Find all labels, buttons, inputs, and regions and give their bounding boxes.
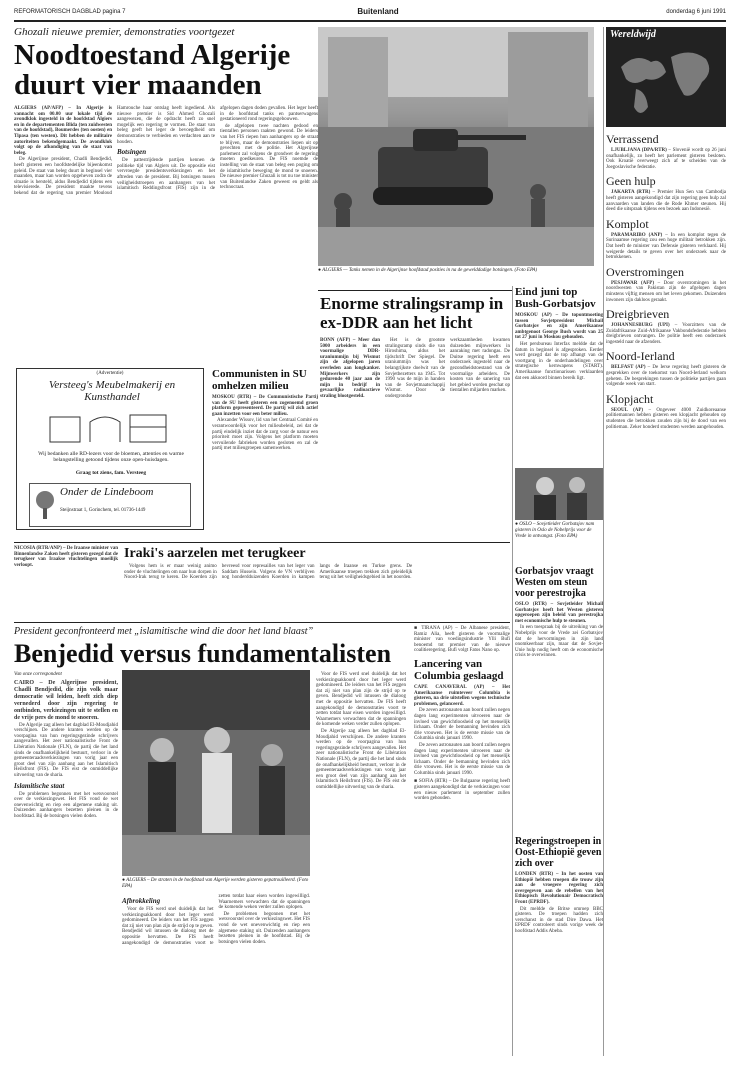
sidebar-item: Noord-Ierland BELFAST (AP) – De Ierse regering heeft gisteren de gesprekken over de toekomst van Noord-Ierland welkom geheten. De besprekingen tussen de politieke partijen gaan volgende week van start. (606, 349, 726, 388)
iraki-headline: Iraki's aarzelen met terugkeer (124, 546, 306, 561)
column-rule (603, 27, 604, 1056)
fund-text-3: Voor de FIS werd snel duidelijk dat het verkiezingsakkoord door het leger werd gedomineerd. De leiders van het FIS zeggen dat zij niet van plan zijn de strijd op te geven. Bendjedid wil intussen de dialoog met de oppositie hervatten. De FIS heeft aangekondigd de demonstraties voort te zetten totdat haar eisen worden ingewilligd. Waarnemers verwachten dat de spanningen de komende weken verder zullen oplopen. (122, 894, 310, 946)
iraki-body (124, 564, 510, 618)
top-article (515, 286, 603, 466)
gorbatsjov-photo (515, 468, 603, 520)
header-left: REFORMATORISCH DAGBLAD pagina 7 (14, 9, 126, 15)
algerie-lead: ALGIERS (AP/AFP) – In Algerije is vannacht om 00.00 uur lokale tijd de avondklok ingesteld in de hoofdstad Algiers en in de departementen Blida (ten zuidwesten van de hoofdstad), Boumerdes (ten oosten) en Tipasa (ten westen). Dit hebben de militaire autoriteiten bekendgemaakt. De avondklok volgt op de afkondiging van de staat van beleg. (14, 106, 112, 156)
sidebar-item-title: Noord-Ierland (606, 349, 675, 364)
sidebar-dateline: LJUBLJANA (DPA/RTR) (611, 148, 667, 153)
sidebar-news (606, 128, 726, 1056)
fund-subhead: Islamitische staat (14, 781, 65, 790)
header-section: Buitenland (357, 7, 399, 16)
ad-tag: (Advertentie) (96, 371, 124, 376)
communisten-text: Alexander Wissov, lid van het Centraal Comité en verantwoordelijk voor het milieubeleid, zei dat de partij eindelijk inziet dat de zorg voor de natuur een prioriteit moet zijn. Volgens het platform moeten vervuilende fabrieken worden gesloten en zal de partij met milieugroepen samenwerken. (212, 418, 318, 452)
sidebar-item-title: Verrassend (606, 132, 659, 146)
fund-text-6: De Algerije zag alleen het dagblad El-Moudjahid verschijnen. De andere kranten werden op de voorpagina van hun regeringsgezinde schrijvers aangevallen. Het zeer nationalistische Front de Libération Nationale (FLN), de partij die het land sinds de onafhankelijkheid bestuurt, verloor in de gemeenteraadsverkiezingen van vorig jaar een groot deel van zijn aanhang aan het Islamitisch Heilsfront (FIS). De FIS eist de onmiddellijke uitvoering van de sharia. (316, 728, 406, 790)
iraki-lead-col (14, 546, 118, 616)
fund-headline: Benjedid versus fundamentalisten (14, 639, 392, 668)
algerie-text-3: de afgelopen twee nachten gedood en tientallen personen raakten gewond. De leiders van het FIS riepen hun aanhangers op de straat te blijven, maar de demonstraties liepen uit op gevechten met de politie. Het Algerijnse parlement zal volgens de grondwet de regering moeten goedkeuren. De FIS noemde de instelling van de staat van beleg een poging om de islamitische beweging de mond te snoeren. De nieuwe premier Ghozali is tot nu toe minister van Buitenlandse Zaken geweest en geldt als technocraat. (220, 123, 318, 191)
communisten-lead: MOSKOU (RTR) – De Communistische Partij van de SU heeft gisteren een zogenoemd groen platform gepresenteerd. De partij wil zich actief gaan inzetten voor een beter milieu. (212, 395, 318, 417)
iraki-rule (14, 542, 510, 543)
sidebar-item: Verrassend LJUBLJANA (DPA/RTR) – Slovenië wordt op 26 juni onafhankelijk, zo heeft het parlement gisteren besloten. Ook Kroatië overweegt zich af te scheiden van de Joegoslavische federatie. (606, 132, 726, 170)
fund-col-3 (316, 672, 406, 1056)
algerie-kicker: Ghozali nieuwe premier, demonstraties voortgezet (14, 26, 235, 38)
top-text: Het persbureau Interfax meldde dat de datum in beginsel is afgesproken. Eerder werd gezegd dat de top afhangt van de voortgang in de onderhandelingen over strategische kernwapens (START). Amerikaanse functionarissen verklaarden dat een akkoord binnen bereik ligt. (515, 341, 603, 381)
sidebar-item-title: Komplot (606, 216, 649, 231)
ethiopie-text: Dit meldde de Britse omroep BBC gisteren. De troepen hadden zich verschanst in de stad Dire Dawa. Het EPRDF controleert sinds vorige week de hoofdstad Addis Abeba. (515, 906, 603, 934)
fund-text-2: De problemen begonnen met het wetsvoorstel over de verkiezingswet. Het FIS vond de wet onevenwichtig en riep een algemene staking uit. Duizenden aanhangers bezetten pleinen in de hoofdstad. Bij de botsingen vielen doden. (14, 791, 118, 819)
tank-photo (318, 27, 594, 266)
sidebar-text: Premier Hun Sen van Cambodja heeft gisteren aangekondigd dat zijn regering geen hulp zal aanvaarden van landen die de Rode Khmer steunen. Hij deed die uitspraak tijdens een bezoek aan Indonesië. (606, 190, 727, 213)
ethiopie-lead: LONDEN (RTR) – In het oosten van Ethiopië hebben troepen die trouw zijn aan de vroegere regering zich overgegeven aan de rebellen van het Ethiopisch Revolutionair Democratisch Front (EPRDF). (515, 872, 603, 905)
sidebar-text: Ongeveer 4000 Zuidkoreaanse politiemannen hebben gisteren een klopjacht gehouden op studenten die betrokken zouden zijn bij de dood van een politieman. Zeker honderd studenten werden aangehouden. (606, 407, 726, 430)
ddr-lead: BONN (AFP) – Meer dan 5000 arbeiders in een voormalige DDR-uraniummijn bij Wismut zijn de afgelopen jaren overleden aan longkanker. Mijnwerkers zijn gedurende 40 jaar aan de mijn in bedrijf in gevaarlijke radioactieve straling blootgesteld. (320, 338, 380, 399)
sidebar-text: In een komplot tegen de Surinaamse regering zou een hoge militair betrokken zijn. Dat heeft de minister van Defensie gisteren verklaard. Hij weigerde details te geven over het onderzoek naar de betrokkenen. (606, 232, 727, 261)
sidebar-item: Komplot PARAMARIBO (ANP) – In een komplot tegen de Surinaamse regering zou een hoge militair betrokken zijn. Dat heeft de minister van Defensie gisteren verklaard. Hij weigerde details te geven over het onderzoek naar de betrokkenen. (606, 216, 727, 261)
columbia-lead: CAPE CANAVERAL (AP) – Het Amerikaanse ruimteveer Columbia is gisteren, na drie uitstellen wegens technische problemen, gelanceerd. (414, 684, 510, 707)
perestrojka-text: In een toespraak bij de uitreiking van de Nobelprijs voor de Vrede zei Gorbatsjov dat de hervormingen in zijn land onomkeerbaar zijn, maar dat de Sovjet-Unie hulp nodig heeft om de economische crisis te overwinnen. (515, 625, 603, 659)
top-headline: Eind juni top Bush-Gorbatsjov (515, 286, 596, 310)
sidebar-text: Door overstromingen in het noordwesten van Pakistan zijn de afgelopen dagen minstens vijftig mensen om het leven gekomen. Duizenden inwoners zijn dakloos geraakt. (606, 280, 727, 303)
furniture-illustration (45, 407, 175, 447)
wereldwijd-title: Wereldwijd (610, 29, 656, 40)
fund-rule (14, 622, 510, 623)
fund-lead: CAIRO – De Algerijnse president, Chadli Bendjedid, die zijn volk maar democratie wil leiden, heeft zich diep vernederd door zijn regering te ontbinden, verkiezingen uit te stellen en de vrije pers de mond te snoeren. (14, 679, 118, 721)
tirana-brief: ■ TIRANA (AP) – De Albanese president, Ramiz Alia, heeft gisteren de voormalige minister van voedingsindustrie Ylli Bufi benoemd tot premier van de nieuwe coalitieregering. Bufi volgt Fatos Nano op. (414, 626, 510, 654)
sidebar-text: Slovenië wordt op 26 juni onafhankelijk, zo heeft het parlement gisteren besloten. Ook Kroatië overweegt zich af te scheiden van de Joegoslavische federatie. (606, 148, 726, 170)
columbia-headline: Lancering van Columbia geslaagd (414, 657, 504, 682)
communisten-headline: Communisten in SU omhelzen milieu (212, 368, 307, 392)
header-rule (14, 20, 726, 22)
communisten-article (212, 368, 318, 540)
column-rule (512, 286, 513, 1056)
fund-byline: Van onze correspondent (14, 672, 62, 677)
algerie-headline: Noodtoestand Algerije duurt vier maanden (14, 39, 291, 101)
sidebar-item-title: Klopjacht (606, 391, 654, 406)
fund-col-1 (14, 672, 118, 1056)
sidebar-dateline: PESJAWAR (AFP) (611, 280, 655, 286)
ad-address: Steijnstraat 1, Gorinchem, tel. 01736-1449 (60, 508, 146, 513)
ad-thanks: Graag tot ziens, fam. Versteeg (75, 470, 147, 476)
sofia-brief: ■ SOFIA (RTR) – De Bulgaarse regering heeft gisteren aangekondigd dat de verkiezingen voor een nieuw parlement in september zullen worden gehouden. (414, 779, 510, 802)
algerie-subhead: Botsingen (117, 148, 147, 157)
iraki-text: Volgens hem is er maar weinig animo onder de vluchtelingen om naar hun dorpen in Noord-Irak terug te keren. De Koerden zijn bevreesd voor represailles van het leger van Saddam Hussein. Volgens de VN verblijven nog honderdduizenden Koerden in kampen langs de Iraanse en Turkse grens. De Amerikaanse troepen trekken zich geleidelijk terug uit het veiligheidsgebied in het noorden. (124, 564, 413, 581)
header-date: donderdag 6 juni 1991 (666, 9, 726, 15)
tank-photo-caption: ● ALGIERS — Tanks nemen in de Algerijnse hoofdstad posities in na de gewelddadige botsingen. (Foto EPA) (318, 268, 538, 273)
iraki-lead: NICOSIA (RTR/ANP) – De Iraanse minister van Binnenlandse Zaken heeft gisteren gezegd dat de terugkeer van Iraakse vluchtelingen moeilijk verloopt. (14, 546, 118, 568)
globe-map-icon (606, 27, 726, 127)
fund-subhead-2: Afbrokkeling (122, 897, 161, 905)
street-photo-caption: ● ALGIERS – De straten in de hoofdstad van Algerije werden gisteren gepatrouilleerd. (Foto EPA) (122, 878, 309, 889)
sidebar-item: Geen hulp JAKARTA (RTR) – Premier Hun Sen van Cambodja heeft gisteren aangekondigd dat zijn regering geen hulp zal aanvaarden van landen die de Rode Khmer steunen. Hij deed die uitspraak tijdens een bezoek aan Indonesië. (606, 174, 727, 213)
sidebar-item-title: Overstromingen (606, 264, 684, 279)
sidebar-dateline: SEOUL (AP) (611, 407, 644, 413)
street-photo-illustration (122, 670, 310, 876)
perestrojka-lead: OSLO (RTR) – Sovjetleider Michail Gorbatsjov heeft het Westen gisteren opgeroepen zijn beleid van perestrojka met economische hulp te steunen. (515, 602, 603, 624)
fund-text-4: De problemen begonnen met het wetsvoorstel over de verkiezingswet. Het FIS vond de wet onevenwichtig en riep een algemene staking uit. Duizenden aanhangers bezetten pleinen in de hoofdstad. Bij de botsingen vielen doden. (218, 911, 310, 945)
ad-text: Wij bedanken alle RD-lezers voor de bloemen, attenties en warme belangstelling getoond tijdens onze open-huisdagen. (38, 451, 184, 464)
ddr-headline: Enorme stralingsramp in ex-DDR aan het licht (320, 294, 504, 332)
ddr-text: Het is de grootste stralingsramp sinds die van Hiroshima, aldus het tijdschrift Der Spiegel. De uraniummijn was het belangrijkste doelwit van de Sovjetbezetters na 1945. Tot 1990 was de mijn in handen van de Sovjetmaatschappij Wismut. Door de ondergrondse werkzaamheden kwamen duizenden mijnwerkers in aanraking met radongas. De Duitse regering heeft een onderzoek ingesteld naar de gezondheidstoestand van de voormalige arbeiders. De kosten van de sanering van het gebied worden geschat op tientallen miljarden marken. (385, 338, 510, 399)
tank-photo-illustration (318, 27, 594, 266)
fund-col-2 (122, 894, 310, 1056)
algerie-body (14, 106, 318, 364)
sidebar-dateline: JAKARTA (RTR) (611, 190, 651, 196)
sidebar-text: Voorzitters van de Zuidafrikaanse Zuid-Afrikaanse Vakbondsfederatie hebben dreigbrieven ontvangen. De politie heeft een onderzoek ingesteld naar de afzenders. (606, 323, 726, 345)
street-photo (122, 670, 310, 876)
sidebar-dateline: BELFAST (AP) (611, 365, 646, 371)
sidebar-item: Klopjacht SEOUL (AP) – Ongeveer 4000 Zuidkoreaanse politiemannen hebben gisteren een klopjacht gehouden op studenten die betrokken zouden zijn bij de dood van een politieman. Zeker honderd studenten werden aangehouden. (606, 391, 726, 430)
sidebar-dateline: PARAMARIBO (ANP) (611, 232, 663, 238)
ad-shop-name: Versteeg's Meubelmakerij en Kunsthandel (48, 379, 176, 403)
perestrojka-article (515, 566, 603, 706)
sidebar-item-title: Dreigbrieven (606, 307, 670, 322)
ddr-body (320, 338, 510, 540)
sidebar-text: De Ierse regering heeft gisteren de gesprekken over de toekomst van Noord-Ierland welkom geheten. De besprekingen tussen de politieke partijen gaan volgende week van start. (606, 365, 726, 388)
columbia-text-2: De zeven astronauten aan boord zullen negen dagen lang experimenten uitvoeren naar de invloed van gewichtloosheid op het menselijk lichaam. Onder de bemanning bevinden zich drie vrouwen. Het is de eerste missie van de Columbia sinds januari 1990. (414, 742, 510, 776)
news-col (414, 626, 510, 1056)
gorbatsjov-photo-illustration (515, 468, 603, 520)
sidebar-item: Overstromingen PESJAWAR (AFP) – Door overstromingen in het noordwesten van Pakistan zijn de afgelopen dagen minstens vijftig mensen om het leven gekomen. Duizenden inwoners zijn dakloos geraakt. (606, 264, 727, 303)
tree-logo-icon (34, 490, 56, 520)
gorbatsjov-caption: ● OSLO – Sovjetleider Gorbatsjov nam gisteren in Oslo de Nobelprijs voor de Vrede in ontvangst. (Foto EPA) (515, 522, 595, 539)
algerie-text-2: De pattestrijdende partijen kennen de politieke tijd van Algiers uit. De oppositie eist vervroegde presidentsverkiezingen en het aftreden van de president. Bij botsingen tussen veiligheidstroepen en aanhangers van het islamitisch Reddingsfront (FIS) zijn in de afgelopen dagen doden gevallen. Het leger heeft in de hoofdstad tanks en pantserwagens gestationeerd rond regeringsgebouwen. (117, 106, 318, 192)
ethiopie-article (515, 836, 603, 1056)
sidebar-item: Dreigbrieven JOHANNESBURG (UPI) – Voorzitters van de Zuidafrikaanse Zuid-Afrikaanse Vakbondsfederatie hebben dreigbrieven ontvangen. De politie heeft een onderzoek ingesteld naar de afzenders. (606, 307, 726, 345)
wereldwijd-badge (606, 27, 726, 127)
sidebar-dateline: JOHANNESBURG (UPI) (611, 323, 670, 329)
fund-kicker: President geconfronteerd met „islamitische wind die door het land blaast” (14, 626, 314, 637)
fund-text: De Algerije zag alleen het dagblad El-Moudjahid verschijnen. De andere kranten werden op de voorpagina van hun regeringsgezinde schrijvers aangevallen. Het zeer nationalistische Front de Libération Nationale (FLN), de partij die het land sinds de onafhankelijkheid bestuurt, verloor in de gemeenteraadsverkiezingen van vorig jaar een groot deel van zijn aanhang aan het Islamitisch Heilsfront (FIS). De FIS eist de onmiddellijke uitvoering van de sharia. (14, 722, 118, 778)
perestrojka-headline: Gorbatsjov vraagt Westen om steun voor perestrojka (515, 566, 594, 599)
fund-text-5: Voor de FIS werd snel duidelijk dat het verkiezingsakkoord door het leger werd gedomineerd. De leiders van het FIS zeggen dat zij niet van plan zijn de strijd op te geven. Bendjedid wil intussen de dialoog met de oppositie hervatten. De FIS heeft aangekondigd de demonstraties voort te zetten totdat haar eisen worden ingewilligd. Waarnemers verwachten dat de spanningen de komende weken verder zullen oplopen. (316, 672, 406, 728)
algerie-text: De Algerijnse president, Chadli Bendjedid, heeft gisteren een hoofdstedelijke bijeenkomst geleid. De staat van beleg duurt in beginsel vier maanden, maar kan worden opgeheven zodra de situatie is hersteld, aldus Bendjedid tijdens een televisierede. De president maakte tevens bekend dat de regering van premier Mouloud Hamrouche haar ontslag heeft ingediend. Als nieuwe premier is Sid Ahmed Ghozali aangewezen, die de opdracht heeft zo snel mogelijk een regering te vormen. De staat van beleg geeft het leger de bevoegdheid om demonstraties te verbieden en verdachten aan te houden. (14, 106, 215, 196)
advertisement (16, 368, 204, 530)
top-lead: MOSKOU (AP) – De topontmoeting tussen Sovjetpresident Michail Gorbatsjov en zijn Amerikaanse ambtgenoot George Bush wordt van 25 tot 27 juni in Moskou gehouden. (515, 313, 603, 341)
columbia-text: De zeven astronauten aan boord zullen negen dagen lang experimenten uitvoeren naar de invloed van gewichtloosheid op het menselijk lichaam. Onder de bemanning bevinden zich drie vrouwen. Het is de eerste missie van de Columbia sinds januari 1990. (414, 708, 510, 742)
ddr-rule (318, 290, 512, 291)
ethiopie-headline: Regeringstroepen in Oost-Ethiopië geven zich over (515, 836, 602, 869)
sidebar-item-title: Geen hulp (606, 174, 656, 189)
ad-logo-text: Onder de Lindeboom (60, 486, 154, 498)
ad-logo (29, 483, 191, 527)
